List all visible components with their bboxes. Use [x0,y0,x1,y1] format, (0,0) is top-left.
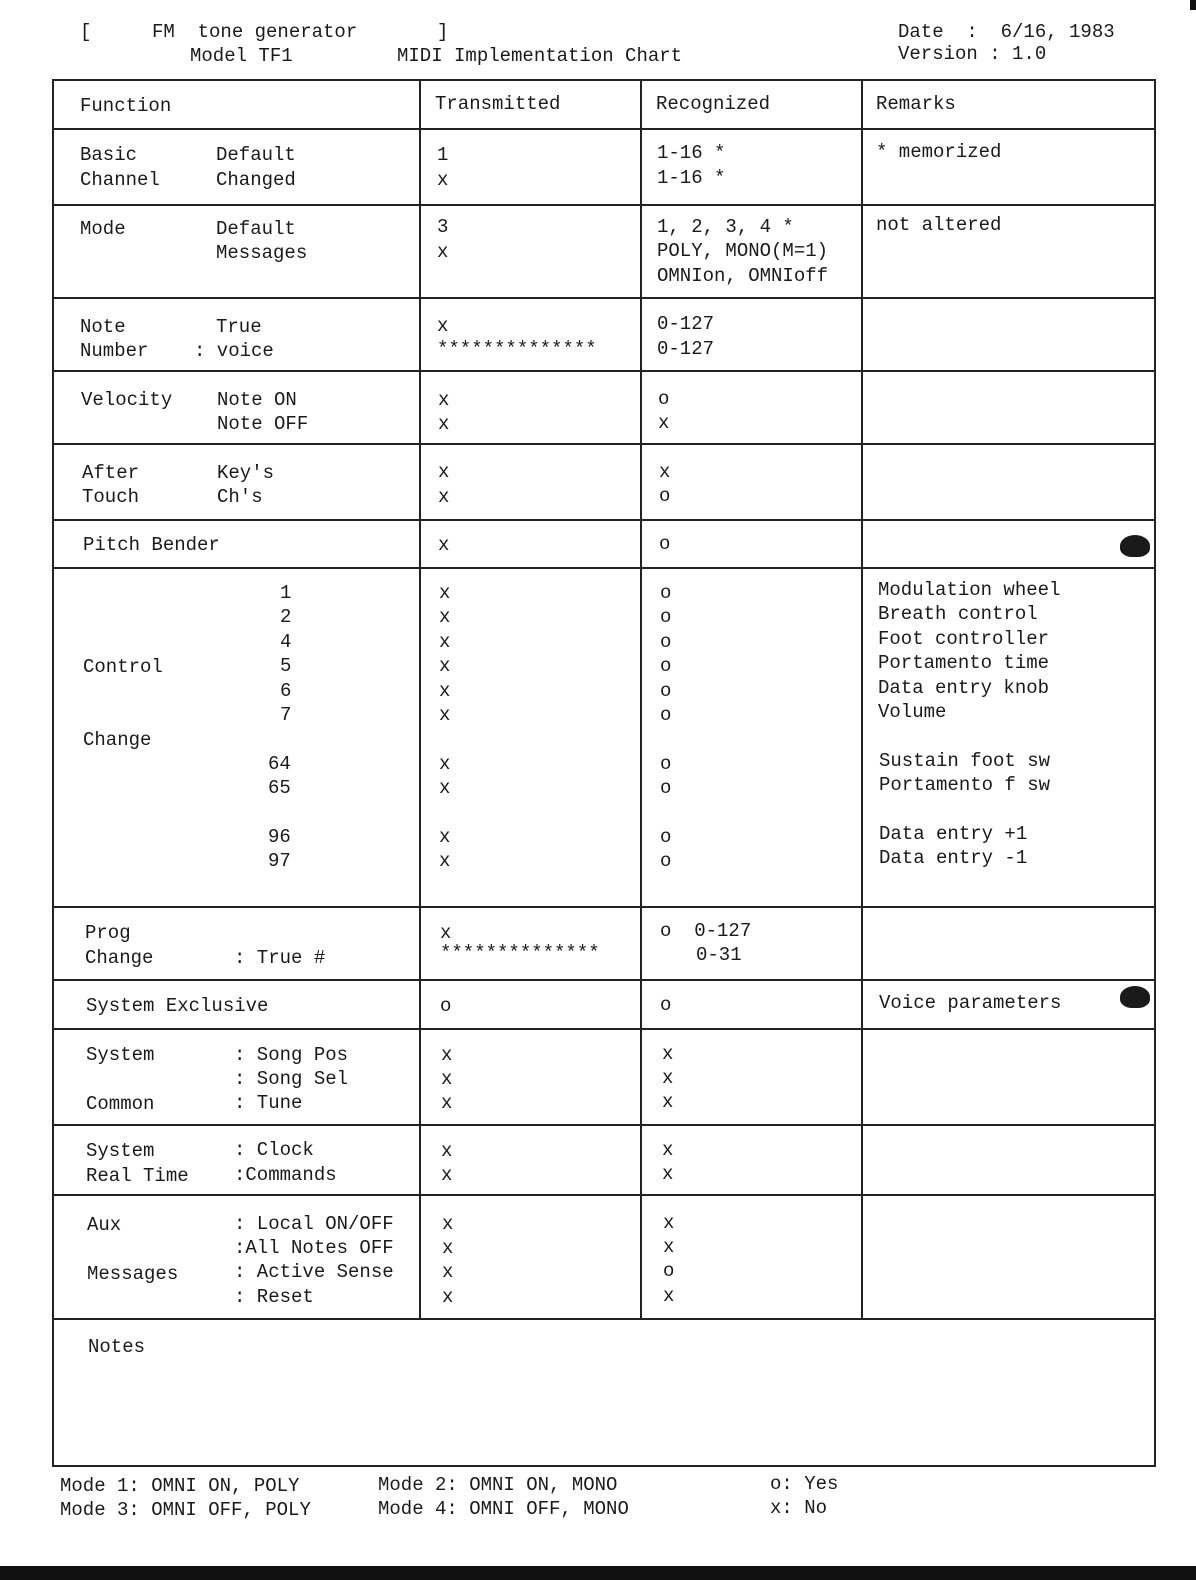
recognized-value: x [662,1091,674,1113]
recognized-value: o [663,1260,675,1282]
transmitted-value: x [438,461,450,483]
row-divider [54,443,1154,445]
transmitted-value: 3 [437,216,449,238]
recognized-value: o [660,704,672,726]
recognized-value: 1-16 * [657,142,726,164]
row-divider [54,1318,1154,1320]
transmitted-value: x [439,777,451,799]
device-title: FM tone generator [152,21,358,43]
remark: Data entry -1 [879,847,1028,869]
row-divider [54,1124,1154,1126]
transmitted-value: x [441,1092,453,1114]
function-sub: : Song Sel [234,1068,349,1090]
transmitted-value: x [439,606,451,628]
header-function: Function [80,95,172,117]
recognized-value: x [662,1163,674,1185]
header-recognized: Recognized [656,93,771,115]
recognized-value: 0-127 [657,338,715,360]
function-sub: Note ON [217,389,297,411]
mode1-legend: Mode 1: OMNI ON, POLY [60,1475,300,1497]
close-bracket: ] [437,21,449,43]
transmitted-value: 1 [437,144,449,166]
remark: Breath control [878,603,1038,625]
function-label: Change [85,947,154,969]
recognized-value: o [660,631,672,653]
function-label: Messages [87,1263,179,1285]
recognized-value: x [658,412,670,434]
function-label: Prog [85,922,131,944]
function-label: Velocity [81,389,173,411]
row-divider [54,1194,1154,1196]
function-label: After [82,462,140,484]
transmitted-value: x [439,704,451,726]
cc-number: 1 [280,582,292,604]
row-divider [54,204,1154,206]
function-label: Mode [80,218,126,240]
midi-implementation-chart [52,79,1156,1467]
transmitted-value: x [442,1286,454,1308]
version: Version : 1.0 [898,43,1047,65]
recognized-value: x [659,461,671,483]
function-label: System [86,1140,155,1162]
transmitted-value: x [439,850,451,872]
transmitted-value: x [437,241,449,263]
transmitted-value: x [437,315,449,337]
row-divider [54,906,1154,908]
transmitted-value: x [439,655,451,677]
column-divider [861,81,863,1318]
row-divider [54,519,1154,521]
cc-number: 2 [280,606,292,628]
recognized-value: 0-127 [657,313,715,335]
function-sub: True [216,316,262,338]
transmitted-value: x [441,1044,453,1066]
yes-legend: o: Yes [770,1473,839,1495]
function-sub: : Song Pos [234,1044,349,1066]
recognized-value: o [660,753,672,775]
function-label: Basic [80,144,138,166]
remark: Data entry +1 [879,823,1028,845]
function-sub: : Active Sense [234,1261,394,1283]
recognized-value: o [660,655,672,677]
function-sub: Key's [217,462,275,484]
open-bracket: [ [80,21,92,43]
cc-number: 97 [268,850,291,872]
header-remarks: Remarks [876,93,956,115]
remark: Portamento f sw [879,774,1051,796]
function-sub: : True # [234,947,326,969]
function-sub: Messages [216,242,308,264]
cc-number: 65 [268,777,291,799]
mode4-legend: Mode 4: OMNI OFF, MONO [378,1498,629,1520]
column-divider [419,81,421,1318]
cc-number: 7 [280,704,292,726]
recognized-value: x [663,1285,675,1307]
transmitted-value: x [439,826,451,848]
cc-number: 96 [268,826,291,848]
row-divider [54,370,1154,372]
row-divider [54,567,1154,569]
model-name: Model TF1 [190,45,293,67]
function-sub: : Clock [234,1139,314,1161]
recognized-value: o [660,826,672,848]
transmitted-value: o [440,995,452,1017]
function-sub: : Tune [234,1092,303,1114]
function-label: Pitch Bender [83,534,220,556]
transmitted-value: x [438,486,450,508]
punch-hole-mark [1120,986,1150,1008]
cc-number: 64 [268,753,291,775]
remark: Foot controller [878,628,1050,650]
row-divider [54,128,1154,130]
recognized-value: x [662,1043,674,1065]
function-label: Change [83,729,152,751]
remark: Voice parameters [879,992,1062,1014]
function-label: Note [80,316,126,338]
remark: not altered [876,214,1002,236]
transmitted-value: x [439,753,451,775]
remark: Sustain foot sw [879,750,1051,772]
chart-title: MIDI Implementation Chart [397,45,683,67]
transmitted-value: x [442,1261,454,1283]
recognized-value: 0-31 [696,944,742,966]
function-label: Common [86,1093,155,1115]
transmitted-value: x [441,1068,453,1090]
mode2-legend: Mode 2: OMNI ON, MONO [378,1474,618,1496]
function-sub: Changed [216,169,296,191]
remark: Modulation wheel [878,579,1061,601]
transmitted-value: x [438,534,450,556]
punch-hole-mark [1120,535,1150,557]
transmitted-value: ************** [437,338,597,360]
cc-number: 6 [280,680,292,702]
function-label: Control [83,656,163,678]
cc-number: 4 [280,631,292,653]
transmitted-value: x [439,631,451,653]
row-divider [54,297,1154,299]
transmitted-value: x [438,413,450,435]
recognized-value: OMNIon, OMNIoff [657,265,829,287]
cc-number: 5 [280,655,292,677]
function-sub: :Commands [234,1164,337,1186]
recognized-value: 1-16 * [657,167,726,189]
function-label: Channel [80,169,160,191]
recognized-value: o [660,606,672,628]
function-label: Real Time [86,1165,189,1187]
transmitted-value: x [440,922,452,944]
remark: Data entry knob [878,677,1050,699]
column-divider [640,81,642,1318]
mode3-legend: Mode 3: OMNI OFF, POLY [60,1499,311,1521]
transmitted-value: x [437,169,449,191]
recognized-value: x [663,1212,675,1234]
remark: * memorized [876,141,1002,163]
function-sub: Default [216,144,296,166]
recognized-value: o [658,388,670,410]
function-sub: :All Notes OFF [234,1237,394,1259]
function-sub: : Reset [234,1286,314,1308]
recognized-value: o [659,533,671,555]
function-sub: : Local ON/OFF [234,1213,394,1235]
transmitted-value: x [441,1164,453,1186]
transmitted-value: ************** [440,942,600,964]
recognized-value: o [660,680,672,702]
scan-bottom-edge [0,1566,1196,1580]
recognized-value: o [659,485,671,507]
transmitted-value: x [441,1140,453,1162]
header-transmitted: Transmitted [435,93,561,115]
recognized-value: POLY, MONO(M=1) [657,240,829,262]
recognized-value: o [660,850,672,872]
function-label: System [86,1044,155,1066]
remark: Portamento time [878,652,1050,674]
function-label: Aux [87,1214,122,1236]
recognized-value: o [660,994,672,1016]
function-sub: Note OFF [217,413,309,435]
transmitted-value: x [439,680,451,702]
function-label: Number [80,340,149,362]
function-sub: Default [216,218,296,240]
function-label: System Exclusive [86,995,269,1017]
recognized-value: x [662,1067,674,1089]
transmitted-value: x [442,1213,454,1235]
transmitted-value: x [438,389,450,411]
transmitted-value: x [442,1237,454,1259]
recognized-value: o [660,582,672,604]
row-divider [54,1028,1154,1030]
recognized-value: x [662,1139,674,1161]
transmitted-value: x [439,582,451,604]
recognized-value: 1, 2, 3, 4 * [657,216,794,238]
recognized-value: o 0-127 [660,920,752,942]
recognized-value: o [660,777,672,799]
notes-label: Notes [88,1336,146,1358]
function-sub: : voice [194,340,274,362]
remark: Volume [878,701,947,723]
scan-corner-mark [1190,0,1196,10]
recognized-value: x [663,1236,675,1258]
function-label: Touch [82,486,140,508]
no-legend: x: No [770,1497,828,1519]
date: Date : 6/16, 1983 [898,21,1115,43]
function-sub: Ch's [217,486,263,508]
row-divider [54,979,1154,981]
